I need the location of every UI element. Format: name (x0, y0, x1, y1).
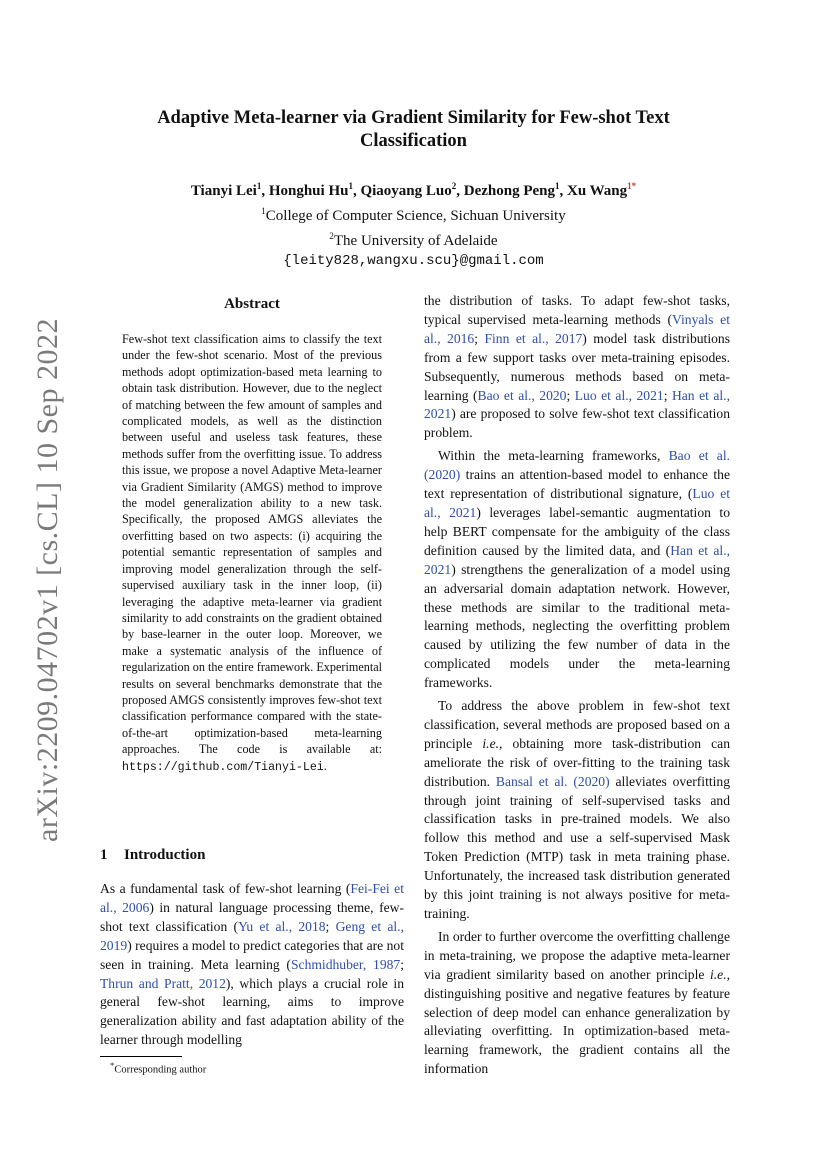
section-number: 1 (100, 847, 108, 863)
body-paragraph: In order to further overcome the overfitting challenge in meta-training, we propose the adaptive meta-learner via gradient similarity based on another principle i.e., distinguishing positive and negative features by feature selection of deep model can enhance generalization by alleviating overfitting. In optimization-based meta-learning framework, the gradient contains all the information (424, 928, 730, 1077)
citation-link[interactable]: Fei-Fei et al., 2006 (100, 881, 404, 915)
right-column (424, 292, 730, 1079)
citation-link[interactable]: Bao et al. (2020) (424, 448, 730, 483)
author-email: {leity828,wangxu.scu}@gmail.com (283, 253, 544, 269)
citation-link[interactable]: Yu et al., 2018 (238, 918, 326, 934)
citation-link[interactable]: Luo et al., 2021 (424, 486, 731, 520)
paper-title: Adaptive Meta-learner via Gradient Similarity for Few-shot Text Classification (157, 108, 670, 151)
citation-link[interactable]: Finn et al., 2017 (484, 330, 583, 346)
citation-link[interactable]: Luo et al., 2021 (574, 387, 664, 403)
citation-link[interactable]: Thrun and Pratt, 2012 (100, 975, 226, 991)
body-paragraph: Within the meta-learning frameworks, Bao et al. (2020) trains an attention-based model to enhance the text representation of distributional signature, (Luo et al., 2021) leverages label-semantic augmentation to help BERT compensate for the ambiguity of the class definition caused by the limited data, and (Han et al., 2021) strengthens the generalization of a model using an adversarial domain adaptation network. However, these methods are similar to the traditional meta-learning methods, neglecting the overfitting problem caused by utilizing the few number of data in the complicated models under the meta-learning frameworks. (424, 448, 731, 691)
affiliation-1: $^1$College of Computer Science, Sichuan University (261, 206, 566, 224)
citation-link[interactable]: Geng et al., 2019 (100, 918, 404, 953)
author: Honghui Hu (268, 183, 349, 199)
code-link[interactable]: https://github.com/Tianyi-Lei (122, 760, 324, 774)
arxiv-identifier-text: arXiv:2209.04702v1 [cs.CL] 10 Sep 2022 (31, 318, 64, 842)
section-heading (100, 847, 404, 864)
citation-link[interactable]: Bansal et al. (2020) (495, 773, 610, 789)
section-title: Introduction (124, 847, 206, 863)
abstract-body: Few-shot text classification aims to classify the text under the few-shot scenario. Most of the previous methods adopt optimization-based meta learning to obtain task distribution. However, due to the neglect of matching between the few amount of samples and complicated models, as well as the distinction between useful and useless task features, these methods suffer from the overfitting issue. To address this issue, we propose a novel Adaptive Meta-learner via Gradient Similarity (AMGS) method to improve the model generalization ability to a new task. Specifically, the proposed AMGS alleviates the overfitting based on two aspects: (i) acquiring the potential semantic representation of samples and improving model generalization through the self-supervised auxiliary task in the inner loop, (ii) leveraging the adaptive meta-learner via gradient similarity to add constraints on the gradient obtained by base-learner in the outer loop. Moreover, we make a systematic analysis of the influence of regularization on the entire framework. Experimental results on several benchmarks demonstrate that the proposed AMGS consistently improves few-shot text classification performance compared with the state-of-the-art optimization-based meta-learning approaches. The code is available at: https://github.com/Tianyi-Lei. (122, 332, 382, 774)
arxiv-identifier (24, 300, 72, 860)
citation-link[interactable]: Han et al., 2021 (424, 387, 730, 422)
author: Qiaoyang Luo (360, 183, 452, 199)
author-names: Tianyi Lei$^1$, Honghui Hu$^1$, Qiaoyang Luo$^2$, Dezhong Peng$^1$, Xu Wang$^{1*}$ (190, 181, 637, 199)
intro-paragraph: As a fundamental task of few-shot learning (Fei-Fei et al., 2006) in natural language processing theme, few-shot text classification (Yu et al., 2018; Geng et al., 2019) requires a model to predict categories that are not seen in training. Meta learning (Schmidhuber, 1987; Thrun and Pratt, 2012), which plays a crucial role in general few-shot learning, aims to improve generalization ability and fast adaptation ability of the learner through modelling (100, 881, 405, 1048)
body-paragraph: the distribution of tasks. To adapt few-shot tasks, typical supervised meta-learning methods (Vinyals et al., 2016; Finn et al., 2017) model task distributions from a few support tasks over meta-training episodes. Subsequently, numerous methods based on meta-learning (Bao et al., 2020; Luo et al., 2021; Han et al., 2021) are proposed to solve few-shot text classification problem. (424, 293, 730, 441)
citation-link[interactable]: Vinyals et al., 2016 (424, 311, 730, 346)
author: Xu Wang (566, 183, 628, 199)
citation-link[interactable]: Han et al., 2021 (424, 542, 730, 577)
body-paragraph: To address the above problem in few-shot text classification, several methods are proposed based on a principle i.e., obtaining more task-distribution can ameliorate the risk of over-fitting to the training task distribution. Bansal et al. (2020) alleviates overfitting through joint training of self-supervised tasks and classification tasks in pre-trained models. We also follow this method and use a self-supervised Mask Token Prediction (MTP) task in meta training phase. Unfortunately, the increased task distribution generated by this joint training is not always positive for meta-training. (424, 698, 730, 921)
footnote: *Corresponding author (110, 1060, 207, 1076)
footnote-rule (100, 1056, 182, 1057)
abstract-heading: Abstract (224, 296, 280, 312)
citation-link[interactable]: Bao et al., 2020 (477, 387, 567, 403)
abstract-text: Few-shot text classification aims to classify the text under the few-shot scenario. Most of the previous methods adopt optimization-based meta learning to obtain task distribution. However, due to the neglect of matching between the few amount of samples and complicated models, as well as the distinction between useful and useless task features, these methods suffer from the overfitting issue. To address this issue, we propose a novel Adaptive Meta-learner via Gradient Similarity (AMGS) method to improve the model generalization ability to a new task. Specifically, the proposed AMGS alleviates the overfitting based on two aspects: (i) acquiring the potential semantic representation of samples and improving model generalization through the self-supervised auxiliary task in the inner loop, (ii) leveraging the adaptive meta-learner via gradient similarity to add constraints on the gradient obtained by base-learner in the outer loop. Moreover, we make a systematic analysis of the influence of regularization on the entire framework. Experimental results on several benchmarks demonstrate that the proposed AMGS consistently improves few-shot text classification performance compared with the state-of-the-art optimization-based meta-learning approaches. The code is available at: (122, 332, 382, 757)
author: Tianyi Lei (190, 183, 257, 199)
affiliation-2: $^2$The University of Adelaide (329, 231, 498, 249)
citation-link[interactable]: Schmidhuber, 1987 (290, 956, 401, 972)
author-block (110, 176, 717, 271)
author: Dezhong Peng (463, 183, 555, 199)
